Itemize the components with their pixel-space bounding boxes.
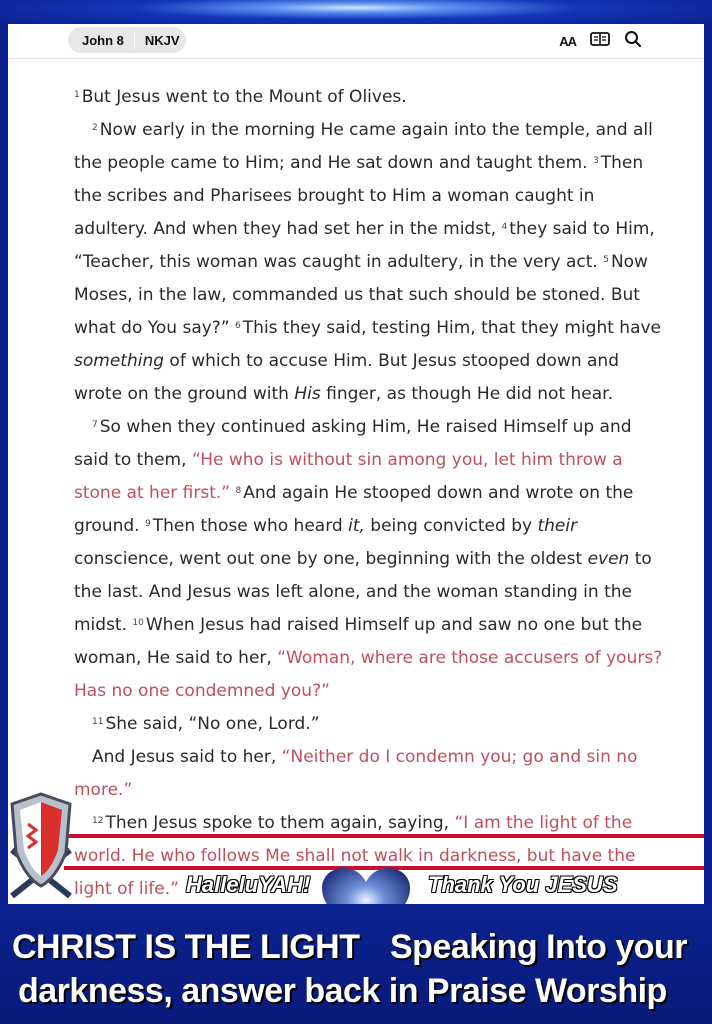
verse-italic: even (587, 549, 630, 569)
verse-paragraph (74, 114, 664, 411)
search-icon[interactable] (624, 30, 642, 52)
chapter-version-selector[interactable] (68, 27, 186, 53)
verse-paragraph (74, 708, 664, 741)
verse-text: She said, “No one, Lord.” (105, 714, 320, 734)
verse-text: This they said, testing Him, that they might have (242, 318, 662, 338)
banner-message: darkness, answer back in Praise Worship (18, 972, 667, 1010)
words-of-christ: “He who is without sin among you, let him throw a stone at her first.” (74, 450, 623, 503)
verse-text: to the last. And Jesus was left alone, and the woman standing in the midst. (74, 549, 652, 635)
verse-italic: their (537, 516, 578, 536)
verse-text: Now Moses, in the law, commanded us that such should be stoned. But what do You say?” (74, 252, 648, 338)
verse-number: 4 (501, 222, 508, 232)
verse-number: 11 (92, 717, 104, 727)
verse-text: And again He stooped down and wrote on the ground. (74, 483, 634, 536)
verse-italic: His (294, 384, 321, 404)
verse-text: When Jesus had raised Himself up and saw no one but the woman, He said to her, (74, 615, 643, 668)
verse-paragraph (74, 81, 664, 114)
banner-headline: CHRIST IS THE LIGHT (12, 928, 360, 966)
version-button[interactable]: NKJV (144, 32, 180, 48)
verse-text: So when they continued asking Him, He raised Himself up and said to them, (74, 417, 632, 470)
verse-text: being convicted by (370, 516, 533, 536)
verse-text: they said to Him, “Teacher, this woman was caught in adultery, in the very act. (74, 219, 655, 272)
words-of-christ: “Woman, where are those accusers of yours? Has no one condemned you?” (74, 648, 663, 701)
red-accent-line (64, 834, 704, 838)
verse-text: Then Jesus spoke to them again, saying, (105, 813, 450, 833)
chapter-button[interactable]: John 8 (82, 32, 124, 48)
scripture-text (74, 81, 664, 906)
verse-number: 12 (92, 816, 104, 826)
verse-number: 7 (92, 420, 98, 430)
words-of-christ: “Neither do I condemn you; go and sin no more.” (74, 747, 638, 800)
verse-number: 6 (235, 321, 241, 331)
hallelujah-caption: HalleluYAH! (186, 872, 311, 897)
verse-text: Then the scribes and Pharisees brought to Him a woman caught in adultery. And when they had set her in the midst, (74, 153, 644, 239)
banner-subheadline: Speaking Into your (390, 928, 688, 966)
verse-text: Now early in the morning He came again into the temple, and all the people came to Him; and He sat down and taught them. (74, 120, 653, 173)
verse-paragraph (74, 741, 664, 807)
verse-paragraph (74, 411, 664, 708)
verse-number: 5 (603, 255, 609, 265)
reader-tools (559, 30, 642, 52)
verse-italic: it, (348, 516, 365, 536)
top-sky-border (0, 0, 712, 26)
bible-reader-page (8, 24, 704, 904)
shield-swords-icon (6, 790, 76, 904)
verse-text: conscience, went out one by one, beginning with the oldest (74, 549, 583, 569)
verse-number: 9 (144, 519, 151, 529)
verse-text: Then those who heard (152, 516, 343, 536)
verse-italic: something (74, 351, 165, 371)
verse-number: 1 (74, 90, 80, 100)
reader-top-bar (8, 24, 704, 59)
verse-text: of which to accuse Him. But Jesus stooped down and wrote on the ground with (74, 351, 619, 404)
verse-number: 3 (592, 156, 599, 166)
verse-number: 2 (92, 123, 98, 133)
words-of-christ: “I am the light of the world. He who follows Me shall not walk in darkness, but have the light of life.” (74, 813, 636, 899)
verse-number: 10 (132, 618, 144, 628)
verse-text: finger, as though He did not hear. (326, 384, 614, 404)
verse-text: And Jesus said to her, (92, 747, 277, 767)
font-size-button[interactable]: AA (559, 33, 576, 49)
thank-you-caption: Thank You JESUS (428, 872, 618, 897)
pill-divider (134, 31, 135, 49)
verse-number: 8 (235, 486, 242, 496)
verse-text: But Jesus went to the Mount of Olives. (81, 87, 407, 107)
parallel-book-icon[interactable] (590, 31, 610, 51)
